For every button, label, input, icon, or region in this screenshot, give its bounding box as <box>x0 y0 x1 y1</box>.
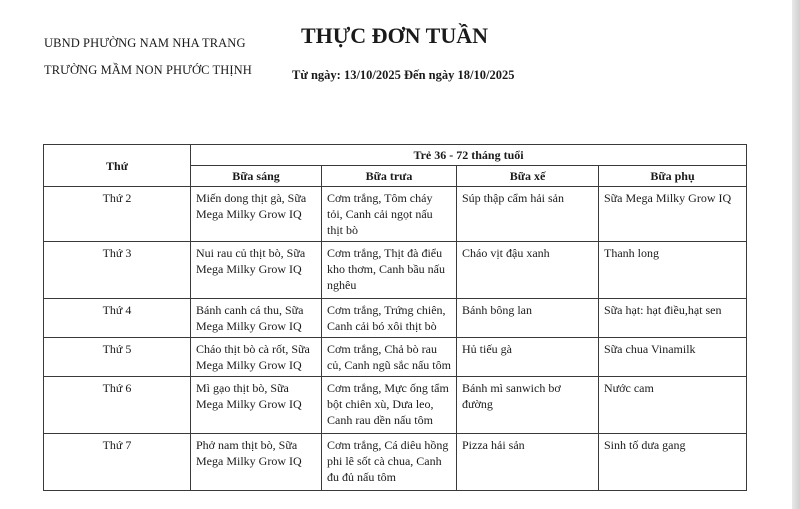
table-row <box>44 434 747 491</box>
day-cell: Thứ 4 <box>44 299 191 338</box>
table-row <box>44 377 747 434</box>
column-header-lunch: Bữa trưa <box>322 166 457 187</box>
afternoon-cell: Hủ tiếu gà <box>457 338 599 377</box>
breakfast-cell: Nui rau củ thịt bò, Sữa Mega Milky Grow IQ <box>191 242 322 299</box>
day-cell: Thứ 2 <box>44 187 191 242</box>
district-name: UBND PHƯỜNG NAM NHA TRANG <box>44 36 246 50</box>
column-header-breakfast: Bữa sáng <box>191 166 322 187</box>
table-row <box>44 299 747 338</box>
date-range: Từ ngày: 13/10/2025 Đến ngày 18/10/2025 <box>292 68 515 82</box>
day-cell: Thứ 7 <box>44 434 191 491</box>
afternoon-cell: Cháo vịt đậu xanh <box>457 242 599 299</box>
breakfast-cell: Miến dong thịt gà, Sữa Mega Milky Grow IQ <box>191 187 322 242</box>
breakfast-cell: Cháo thịt bò cà rốt, Sữa Mega Milky Grow IQ <box>191 338 322 377</box>
snack-cell: Sinh tố dưa gang <box>599 434 747 491</box>
page-title: THỰC ĐƠN TUẦN <box>301 23 489 48</box>
snack-cell: Sữa chua Vinamilk <box>599 338 747 377</box>
day-column-header: Thứ <box>44 145 191 187</box>
table-row <box>44 187 747 242</box>
page-edge-shadow <box>792 0 800 509</box>
day-cell: Thứ 6 <box>44 377 191 434</box>
snack-cell: Sữa Mega Milky Grow IQ <box>599 187 747 242</box>
breakfast-cell: Bánh canh cá thu, Sữa Mega Milky Grow IQ <box>191 299 322 338</box>
day-cell: Thứ 3 <box>44 242 191 299</box>
age-group-header: Trẻ 36 - 72 tháng tuổi <box>191 145 747 166</box>
breakfast-cell: Phở nam thịt bò, Sữa Mega Milky Grow IQ <box>191 434 322 491</box>
lunch-cell: Cơm trắng, Tôm cháy tỏi, Canh cải ngọt nấu thịt bò <box>322 187 457 242</box>
weekly-menu-table <box>43 144 747 491</box>
breakfast-cell: Mì gạo thịt bò, Sữa Mega Milky Grow IQ <box>191 377 322 434</box>
snack-cell: Thanh long <box>599 242 747 299</box>
afternoon-cell: Súp thập cẩm hải sản <box>457 187 599 242</box>
school-name: TRƯỜNG MẦM NON PHƯỚC THỊNH <box>44 63 252 77</box>
day-cell: Thứ 5 <box>44 338 191 377</box>
header-row-age <box>44 145 747 166</box>
lunch-cell: Cơm trắng, Trứng chiên, Canh cải bó xôi thịt bò <box>322 299 457 338</box>
table-row <box>44 338 747 377</box>
lunch-cell: Cơm trắng, Chả bò rau củ, Canh ngũ sắc nấu tôm <box>322 338 457 377</box>
snack-cell: Sữa hạt: hạt điều,hạt sen <box>599 299 747 338</box>
lunch-cell: Cơm trắng, Cá diêu hồng phi lê sốt cà chua, Canh đu đủ nấu tôm <box>322 434 457 491</box>
table-row <box>44 242 747 299</box>
afternoon-cell: Pizza hải sản <box>457 434 599 491</box>
column-header-snack: Bữa phụ <box>599 166 747 187</box>
snack-cell: Nước cam <box>599 377 747 434</box>
lunch-cell: Cơm trắng, Thịt đà điểu kho thơm, Canh bầu nấu nghêu <box>322 242 457 299</box>
column-header-afternoon: Bữa xế <box>457 166 599 187</box>
afternoon-cell: Bánh bông lan <box>457 299 599 338</box>
lunch-cell: Cơm trắng, Mực ống tẩm bột chiên xù, Dưa leo, Canh rau dền nấu tôm <box>322 377 457 434</box>
afternoon-cell: Bánh mì sanwich bơ đường <box>457 377 599 434</box>
